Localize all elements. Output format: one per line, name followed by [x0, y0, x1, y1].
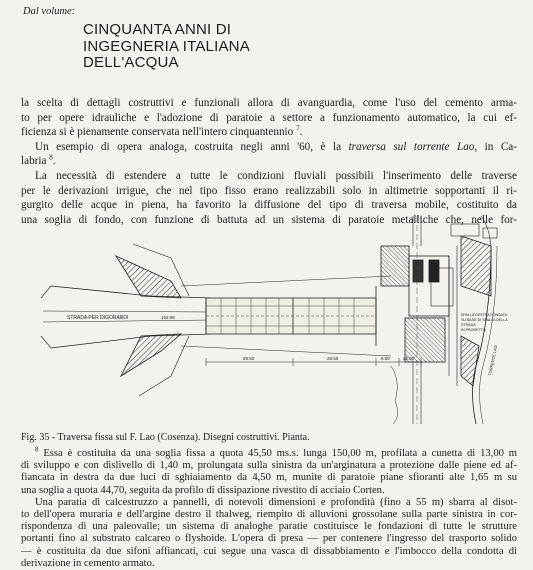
embankment-hatch [121, 334, 181, 376]
footnote-text [21, 445, 517, 570]
source-label: Dal volume: [23, 6, 76, 17]
intro-text [21, 96, 517, 227]
text-line [21, 445, 517, 460]
book-title-line: INGEGNERIA ITALIANA [83, 37, 250, 55]
text-line: di sviluppo e con dislivello di 1,40 m, prolungata sulla sinistra da un'arginatura a protezione dalle piene ed af- [21, 460, 517, 472]
text-line: labria $^8$. [21, 153, 56, 168]
book-title-line: CINQUANTA ANNI DI [83, 21, 232, 38]
text-fragment: labria [21, 155, 50, 168]
text-line: La necessità di estendere a tutte le condizioni fluviali possibili l'inserimento delle traverse [35, 169, 517, 182]
text-line: rispondenza di una paleovalle; un sistema di analoghe paratie costituisce le fondazioni di tutte le strutture [21, 521, 517, 533]
text-line: una soglia a quota 44,70, seguita da profilo di dissipazione rivestito di acciaio Corten. [21, 484, 385, 496]
footnote-mark: 8 [35, 445, 39, 454]
drawing-note: STRADA [461, 323, 476, 327]
text-line: Una paratia di calcestruzzo a pannelli, di notevoli dimensioni e profondità (fino a 55 m) sbarra al disot- [35, 496, 517, 508]
dimension-label: 22.00 [403, 356, 415, 361]
text-line: per le derivazioni irrigue, che nel tipo fisso erano realizzabili solo in altimetrie sopportanti il ri- [21, 184, 517, 197]
dimension-label: 8.50 [381, 356, 390, 361]
text-fragment: Essa è costituita da una soglia fissa a quota 45,50 ms.s. lunga 150,00 m, profilata a cunetta di 13,00 m [38, 448, 517, 459]
text-fragment: , in Ca- [474, 140, 518, 153]
drawing-note: SPALLA DESTRA FONDATA [461, 313, 508, 317]
text-line: to per opere idrauliche e l'adozione di paratoie a settore a funzionamento automatico, la cui ef- [21, 111, 517, 124]
river-label: TORRENTE LAO [487, 344, 499, 377]
text-line: gurgito delle acque in piena, ha favorito la diffusione del tipo di traversa mobile, costituito da [21, 199, 517, 212]
text-line: — è costituita da due sifoni affiancati, cui segue una vasca di dissabbiamento e l'imbocco della condotta di [21, 545, 517, 557]
italic-title: traversa sul torrente Lao [348, 140, 475, 153]
text-fragment: ficienza si è pienamente conservata nell'intero cinquantennio [21, 126, 297, 139]
text-line: portanti fino al substrato calcareo o flyshoide. L'opera di presa — per contenere l'ingresso del trasporto solido [21, 533, 517, 545]
text-fragment: Un esempio di opera analoga, costruita negli anni '60, è la [35, 140, 349, 153]
technical-drawing [21, 216, 517, 424]
text-line: la scelta di dettagli costruttivi e funzionali allora di avanguardia, come l'uso del cemento arma- [21, 97, 517, 109]
figure-caption: Fig. 35 - Traversa fissa sul F. Lao (Cosenza). Disegni costruttivi. Pianta. [21, 432, 310, 443]
text-line: derivazione in cemento armato. [21, 557, 155, 569]
road-label: STRADA PER DIGORARDI [67, 315, 129, 321]
text-line: ficienza si è pienamente conservata nell'intero cinquantennio $^7$. [21, 124, 303, 139]
text-line: una soglia di fondo, con funzione di battuta ad un sistema di paratoie metalliche che, nelle for- [21, 213, 517, 226]
drawing-note: SU BASE DI SPALLA DELLA [461, 318, 508, 322]
embankment-hatch [116, 256, 181, 298]
dimension-label: 153.00 [161, 315, 175, 320]
drawing-note: IN PROGETTO [461, 328, 486, 332]
text-line [21, 140, 517, 155]
footnote-ref: 8 [49, 153, 53, 162]
dimension-label: 29.50 [327, 356, 339, 361]
book-title-line: DELL'ACQUA [83, 54, 179, 71]
footnote-ref: 7 [296, 124, 300, 133]
text-line: to dell'opera muraria e dell'argine destro il thalweg, riempito di alluvioni grossolane sulla parte sinistra in cor- [21, 509, 517, 521]
book-title [83, 22, 250, 72]
dimension-label: 29.50 [243, 356, 255, 361]
text-line: fiancata in destra da due luci di sghiaiamento da 4,50 m, munite di paratoie piane sfioranti alte 1,65 m su [21, 472, 517, 484]
